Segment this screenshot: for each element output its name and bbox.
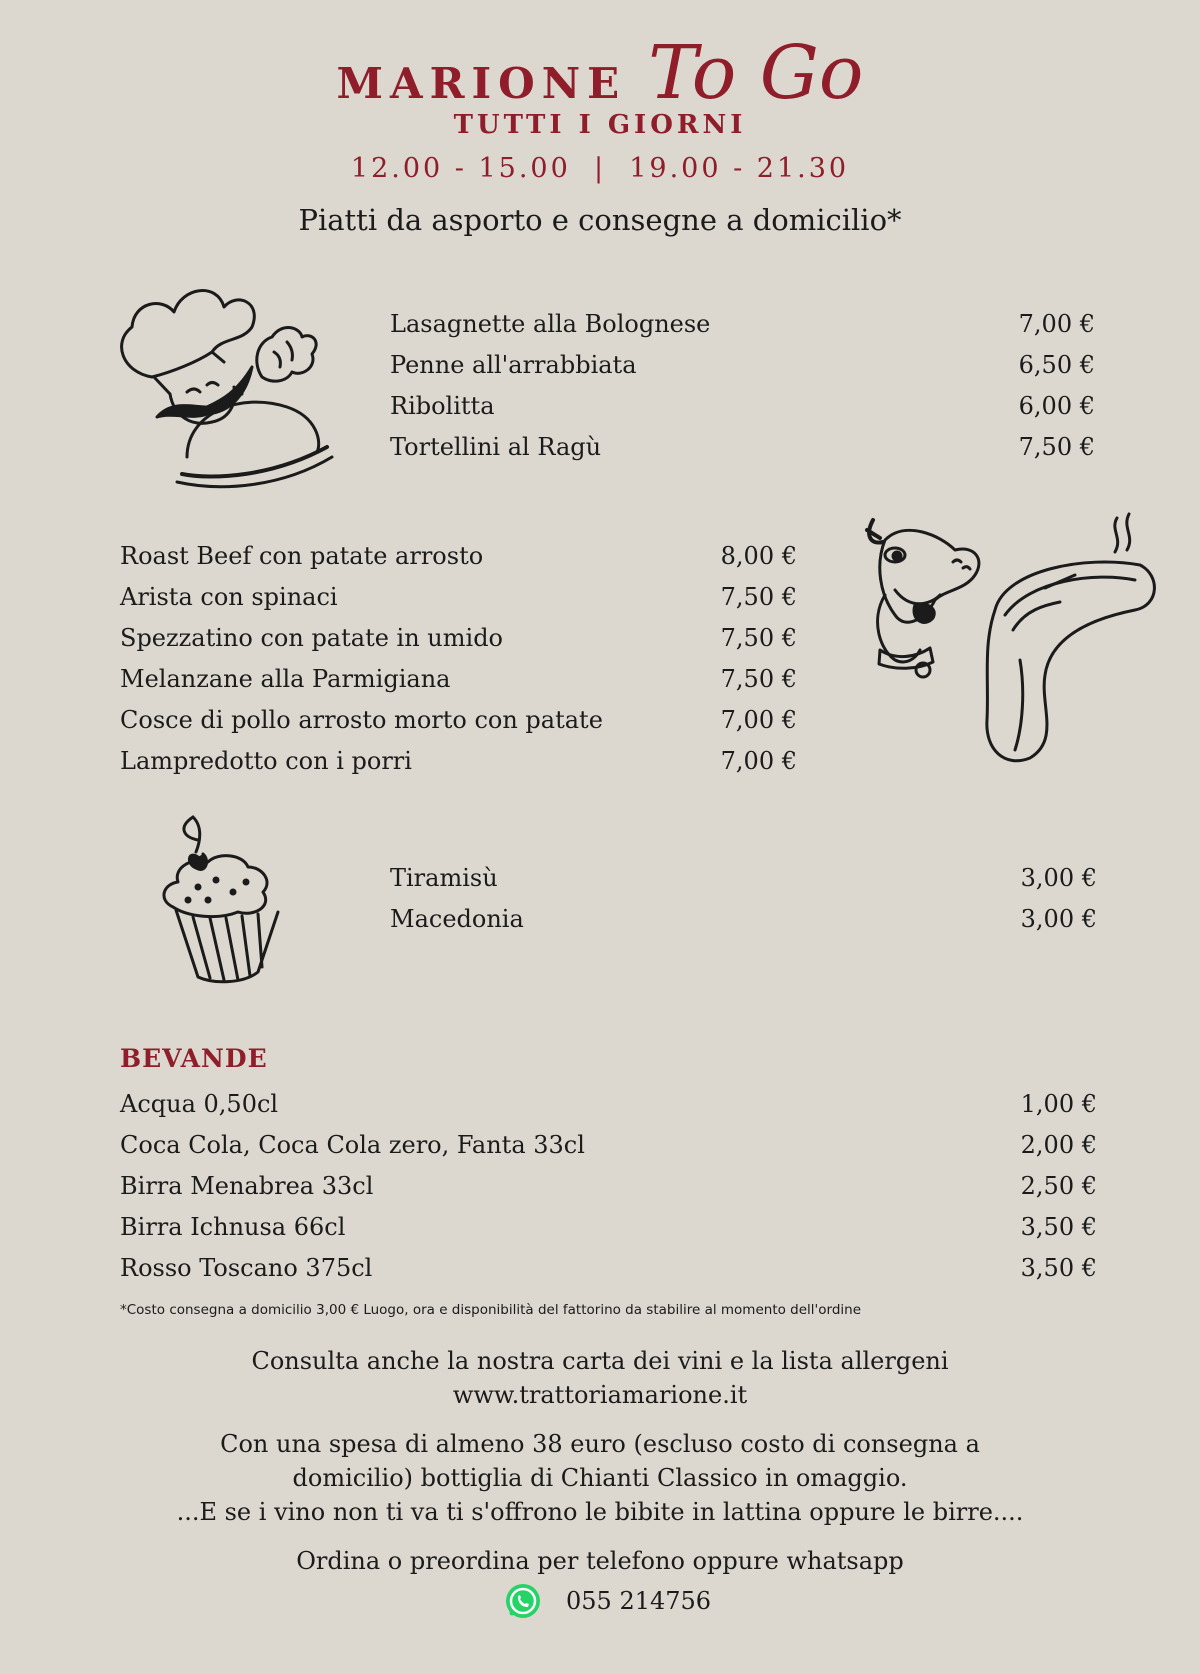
- bevande-list: [120, 1084, 1097, 1289]
- dish-name: Cosce di pollo arrosto morto con patate: [120, 706, 603, 734]
- website-link[interactable]: www.trattoriamarione.it: [452, 1381, 748, 1409]
- dish-name: Ribolitta: [390, 392, 495, 420]
- dish-name: Tortellini al Ragù: [390, 433, 602, 461]
- list-item: [120, 577, 797, 618]
- list-item: [120, 1166, 1097, 1207]
- drink-name: Birra Menabrea 33cl: [120, 1172, 374, 1200]
- cupcake-illustration-icon: [158, 812, 288, 987]
- drink-name: Birra Ichnusa 66cl: [120, 1213, 346, 1241]
- dish-name: Penne all'arrabbiata: [390, 351, 637, 379]
- promo-line-3: ...E se i vino non ti va ti s'offrono le bibite in lattina oppure le birre....: [176, 1498, 1024, 1526]
- drink-name: Acqua 0,50cl: [120, 1090, 279, 1118]
- list-item: [120, 1084, 1097, 1125]
- promo-line-2: domicilio) bottiglia di Chianti Classico in omaggio.: [292, 1464, 908, 1492]
- list-item: [120, 741, 797, 782]
- dish-price: 7,00 €: [720, 747, 797, 775]
- drink-name: Coca Cola, Coca Cola zero, Fanta 33cl: [120, 1131, 585, 1159]
- brand-suffix: To Go: [648, 30, 864, 116]
- list-item: [390, 345, 1095, 386]
- page-subtitle: Piatti da asporto e consegne a domicilio*: [298, 203, 902, 237]
- header-title: [0, 30, 1200, 116]
- drink-name: Rosso Toscano 375cl: [120, 1254, 373, 1282]
- dish-name: Tiramisù: [390, 864, 498, 892]
- list-item: [390, 427, 1095, 468]
- dish-name: Lasagnette alla Bolognese: [390, 310, 711, 338]
- list-item: [120, 618, 797, 659]
- drink-price: 1,00 €: [1020, 1090, 1097, 1118]
- dish-price: 7,50 €: [720, 583, 797, 611]
- delivery-footnote: *Costo consegna a domicilio 3,00 € Luogo, ora e disponibilità del fattorino da stabilire al momento dell'ordine: [120, 1302, 862, 1318]
- dolci-list: [390, 858, 1097, 940]
- opening-hours: 12.00 - 15.00 | 19.00 - 21.30: [350, 153, 850, 184]
- dish-price: 3,00 €: [1020, 864, 1097, 892]
- dish-name: Arista con spinaci: [120, 583, 338, 611]
- promo-line-1: Con una spesa di almeno 38 euro (escluso costo di consegna a: [220, 1430, 980, 1458]
- list-item: [390, 304, 1095, 345]
- dish-price: 3,00 €: [1020, 905, 1097, 933]
- dish-name: Roast Beef con patate arrosto: [120, 542, 484, 570]
- bevande-heading: BEVANDE: [120, 1044, 268, 1073]
- list-item: [120, 1207, 1097, 1248]
- dish-price: 7,50 €: [1018, 433, 1095, 461]
- list-item: [390, 858, 1097, 899]
- phone-number[interactable]: 055 214756: [566, 1587, 712, 1615]
- dish-price: 7,50 €: [720, 624, 797, 652]
- contact-row: [504, 1582, 711, 1620]
- dish-price: 7,00 €: [1018, 310, 1095, 338]
- cow-ham-illustration-icon: [855, 510, 1160, 770]
- drink-price: 2,00 €: [1020, 1131, 1097, 1159]
- list-item: [390, 899, 1097, 940]
- list-item: [120, 659, 797, 700]
- list-item: [120, 536, 797, 577]
- drink-price: 2,50 €: [1020, 1172, 1097, 1200]
- wine-list-note: Consulta anche la nostra carta dei vini e la lista allergeni: [251, 1347, 949, 1375]
- dish-price: 7,00 €: [720, 706, 797, 734]
- secondi-list: [120, 536, 797, 782]
- drink-price: 3,50 €: [1020, 1213, 1097, 1241]
- dish-price: 6,00 €: [1018, 392, 1095, 420]
- dish-name: Macedonia: [390, 905, 524, 933]
- list-item: [120, 700, 797, 741]
- list-item: [390, 386, 1095, 427]
- dish-name: Melanzane alla Parmigiana: [120, 665, 451, 693]
- dish-price: 8,00 €: [720, 542, 797, 570]
- order-instructions: Ordina o preordina per telefono oppure whatsapp: [296, 1547, 904, 1575]
- dish-price: 6,50 €: [1018, 351, 1095, 379]
- whatsapp-icon[interactable]: [504, 1582, 542, 1620]
- chef-illustration-icon: [112, 282, 337, 502]
- list-item: [120, 1248, 1097, 1289]
- primi-list: [390, 304, 1095, 468]
- list-item: [120, 1125, 1097, 1166]
- dish-name: Lampredotto con i porri: [120, 747, 412, 775]
- dish-name: Spezzatino con patate in umido: [120, 624, 504, 652]
- brand-name: MARIONE: [336, 59, 627, 108]
- dish-price: 7,50 €: [720, 665, 797, 693]
- drink-price: 3,50 €: [1020, 1254, 1097, 1282]
- opening-days: TUTTI I GIORNI: [453, 110, 747, 140]
